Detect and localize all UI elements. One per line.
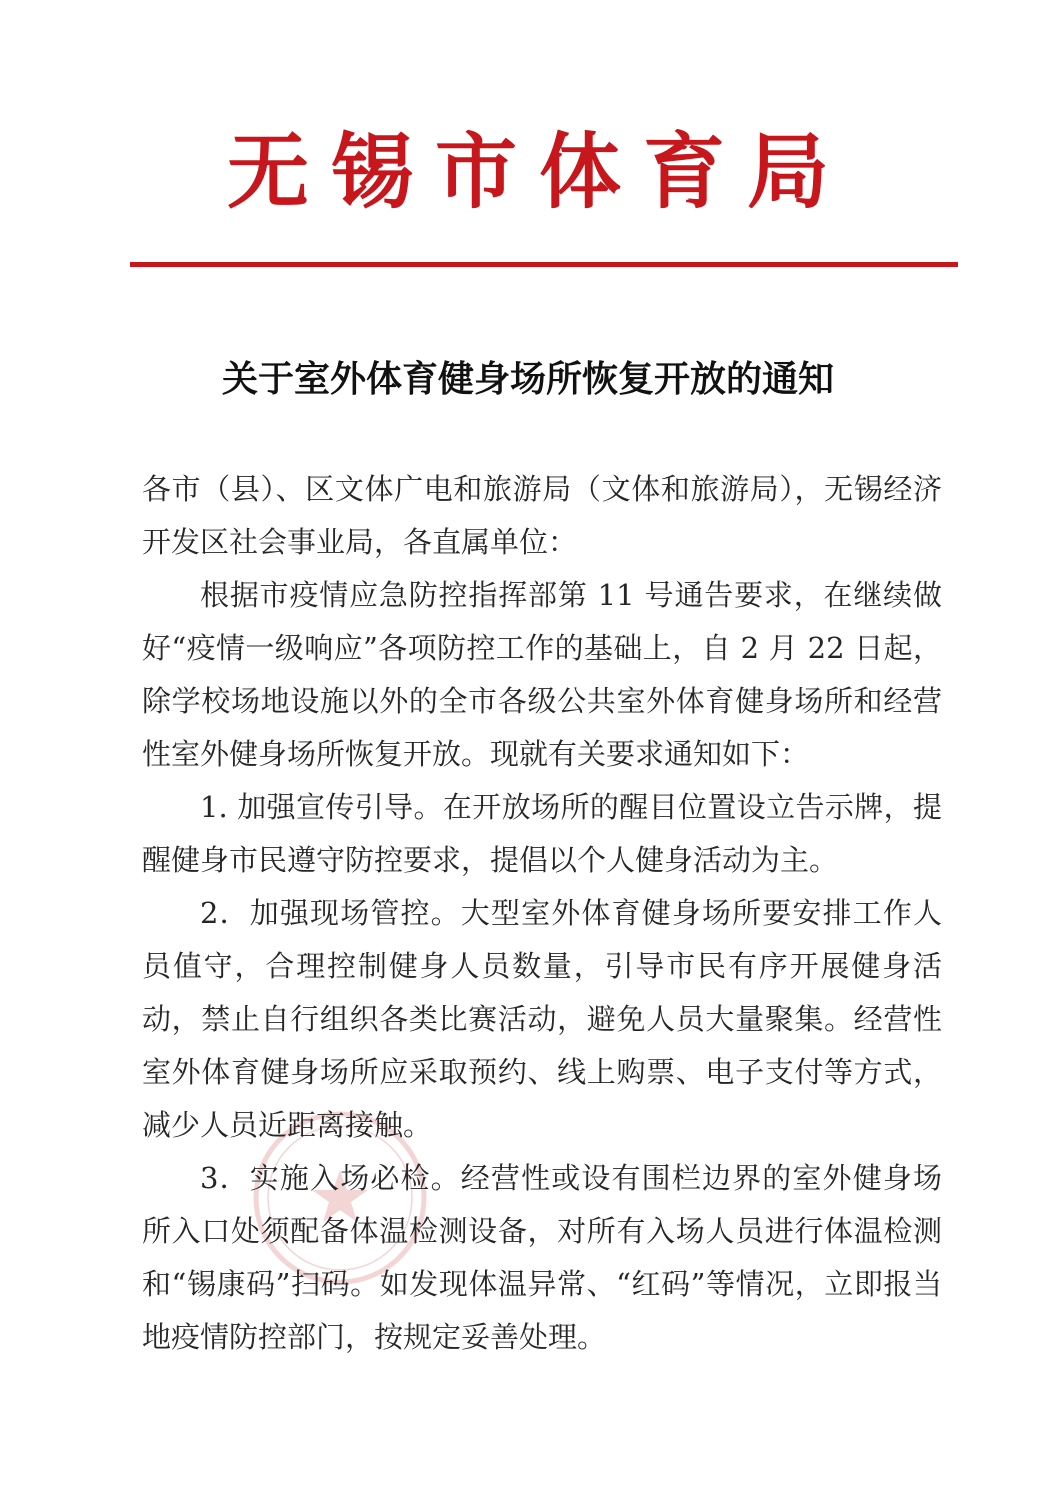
addressee-line: 各市（县）、区文体广电和旅游局（文体和旅游局），无锡经济开发区社会事业局，各直属单位： <box>142 472 942 559</box>
notice-title: 关于室外体育健身场所恢复开放的通知 <box>221 359 834 400</box>
paragraph-item-1: 1. 加强宣传引导。在开放场所的醒目位置设立告示牌，提醒健身市民遵守防控要求，提倡以个人健身活动为主。 <box>142 790 942 877</box>
paragraph-item-3: 3．实施入场必检。经营性或设有围栏边界的室外健身场所入口处须配备体温检测设备，对所有入场人员进行体温检测和“锡康码”扫码。如发现体温异常、“红码”等情况，立即报当地疫情防控部门，按规定妥善处理。 <box>142 1161 942 1354</box>
paragraph-intro: 根据市疫情应急防控指挥部第 11 号通告要求，在继续做好“疫情一级响应”各项防控工作的基础上，自 2 月 22 日起，除学校场地设施以外的全市各级公共室外体育健身场所和经营性室外健身场所恢复开放。现就有关要求通知如下： <box>142 578 942 771</box>
notice-body <box>142 463 942 1364</box>
header-red-rule <box>130 262 958 267</box>
agency-header-title: 无锡市体育局 <box>226 124 851 220</box>
paragraph-item-2: 2．加强现场管控。大型室外体育健身场所要安排工作人员值守，合理控制健身人员数量，引导市民有序开展健身活动，禁止自行组织各类比赛活动，避免人员大量聚集。经营性室外体育健身场所应采取预约、线上购票、电子支付等方式，减少人员近距离接触。 <box>142 896 942 1142</box>
